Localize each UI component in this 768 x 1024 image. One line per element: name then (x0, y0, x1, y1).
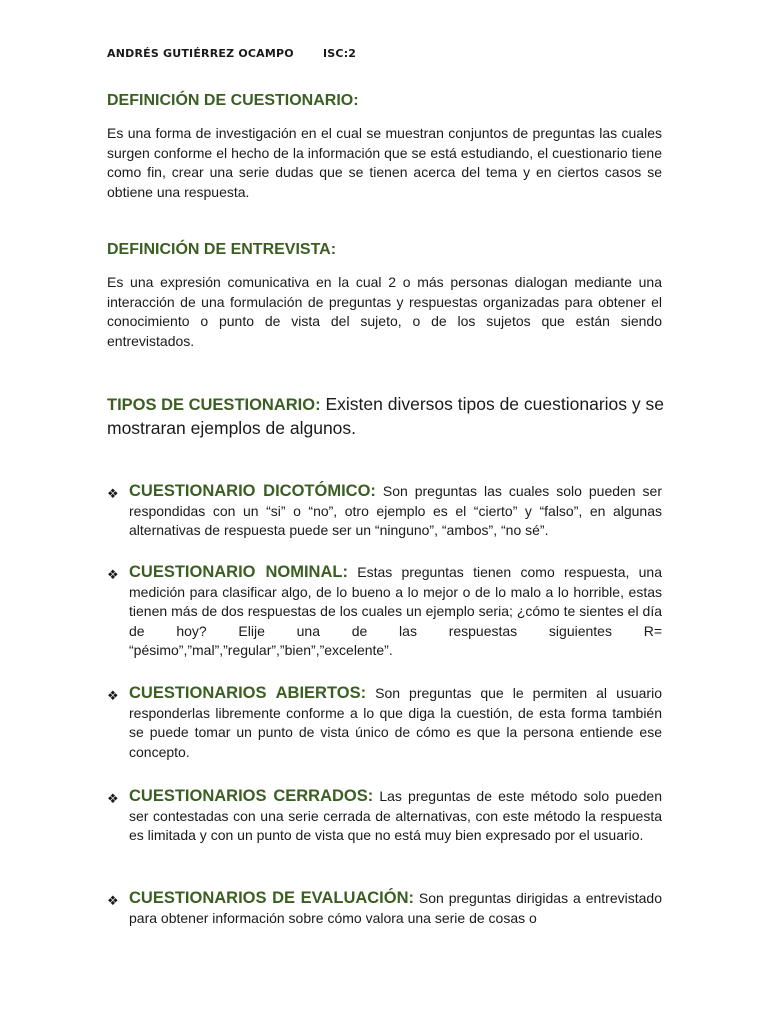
list-item (107, 563, 662, 661)
diamond-bullet-icon: ❖ (107, 688, 119, 703)
list-item-body (129, 684, 662, 762)
list-item-term: CUESTIONARIOS ABIERTOS: (129, 684, 367, 702)
list-item (107, 684, 662, 762)
tipos-paragraph (107, 393, 665, 440)
diamond-bullet-icon: ❖ (107, 486, 119, 501)
list-item (107, 482, 662, 541)
list-item-body (129, 482, 662, 541)
list-item (107, 787, 662, 846)
section-heading-cuestionario: DEFINICIÓN DE CUESTIONARIO: (107, 92, 359, 109)
list-item-text: Son preguntas las cuales solo pueden ser respondidas con un “si” o “no”, otro ejemplo es el “cierto” y “falso”, en algunas alternativas de respuesta puede ser un “ninguno”, “ambos”, “no sé”. (129, 483, 663, 538)
tipos-text: Existen diversos tipos de cuestionarios y se mostraran ejemplos de algunos. (107, 394, 664, 438)
section-heading-entrevista: DEFINICIÓN DE ENTREVISTA: (107, 241, 337, 258)
list-item-body (129, 787, 662, 846)
diamond-bullet-icon: ❖ (107, 567, 119, 582)
author-name: ANDRÉS GUTIÉRREZ OCAMPO (107, 47, 294, 60)
list-item-text: Las preguntas de este método solo pueden ser contestadas con una serie cerrada de alternativas, con este método la respuesta es limitada y con un punto de vista que no está muy bien expresado por el usuario. (129, 788, 663, 843)
course-code: ISC:2 (323, 47, 357, 60)
document-header (107, 47, 357, 60)
section-text-cuestionario: Es una forma de investigación en el cual se muestran conjuntos de preguntas las cuales surgen conforme el hecho de la información que se está estudiando, el cuestionario tiene como fin, crear una serie dudas que se tienen acerca del tema y en ciertos casos se obtiene una respuesta. (107, 125, 662, 200)
list-item-body (129, 889, 662, 928)
list-item-term: CUESTIONARIO NOMINAL: (129, 563, 348, 581)
list-item-text: Son preguntas dirigidas a entrevistado para obtener información sobre cómo valora una serie de cosas o (129, 890, 662, 926)
section-text-entrevista: Es una expresión comunicativa en la cual 2 o más personas dialogan mediante una interacción de una formulación de preguntas y respuestas organizadas para obtener el conocimiento o punto de vista del sujeto, o de los sujetos que están siendo entrevistados. (107, 274, 662, 349)
list-item-text: Son preguntas que le permiten al usuario responderlas libremente conforme a lo que diga la cuestión, de esta forma también se puede tomar un punto de vista único de cómo es que la persona entiende ese concepto. (129, 685, 662, 760)
list-item-term: CUESTIONARIOS DE EVALUACIÓN: (129, 889, 415, 907)
list-item-term: CUESTIONARIOS CERRADOS: (129, 787, 374, 805)
list-item (107, 889, 662, 928)
list-item-text: Estas preguntas tienen como respuesta, una medición para clasificar algo, de lo bueno a lo mejor o de lo malo a lo horrible, estas tienen más de dos respuestas de los cuales un ejemplo seria; ¿cómo te sientes el día de hoy? Elije una de las respuestas siguientes R= “pésimo”,”mal”,”regular”,”bien”,”excelente”. (129, 564, 663, 658)
list-item-term: CUESTIONARIO DICOTÓMICO: (129, 482, 376, 500)
diamond-bullet-icon: ❖ (107, 791, 119, 806)
list-item-body (129, 563, 662, 661)
diamond-bullet-icon: ❖ (107, 893, 119, 908)
tipos-heading: TIPOS DE CUESTIONARIO: (107, 396, 321, 414)
